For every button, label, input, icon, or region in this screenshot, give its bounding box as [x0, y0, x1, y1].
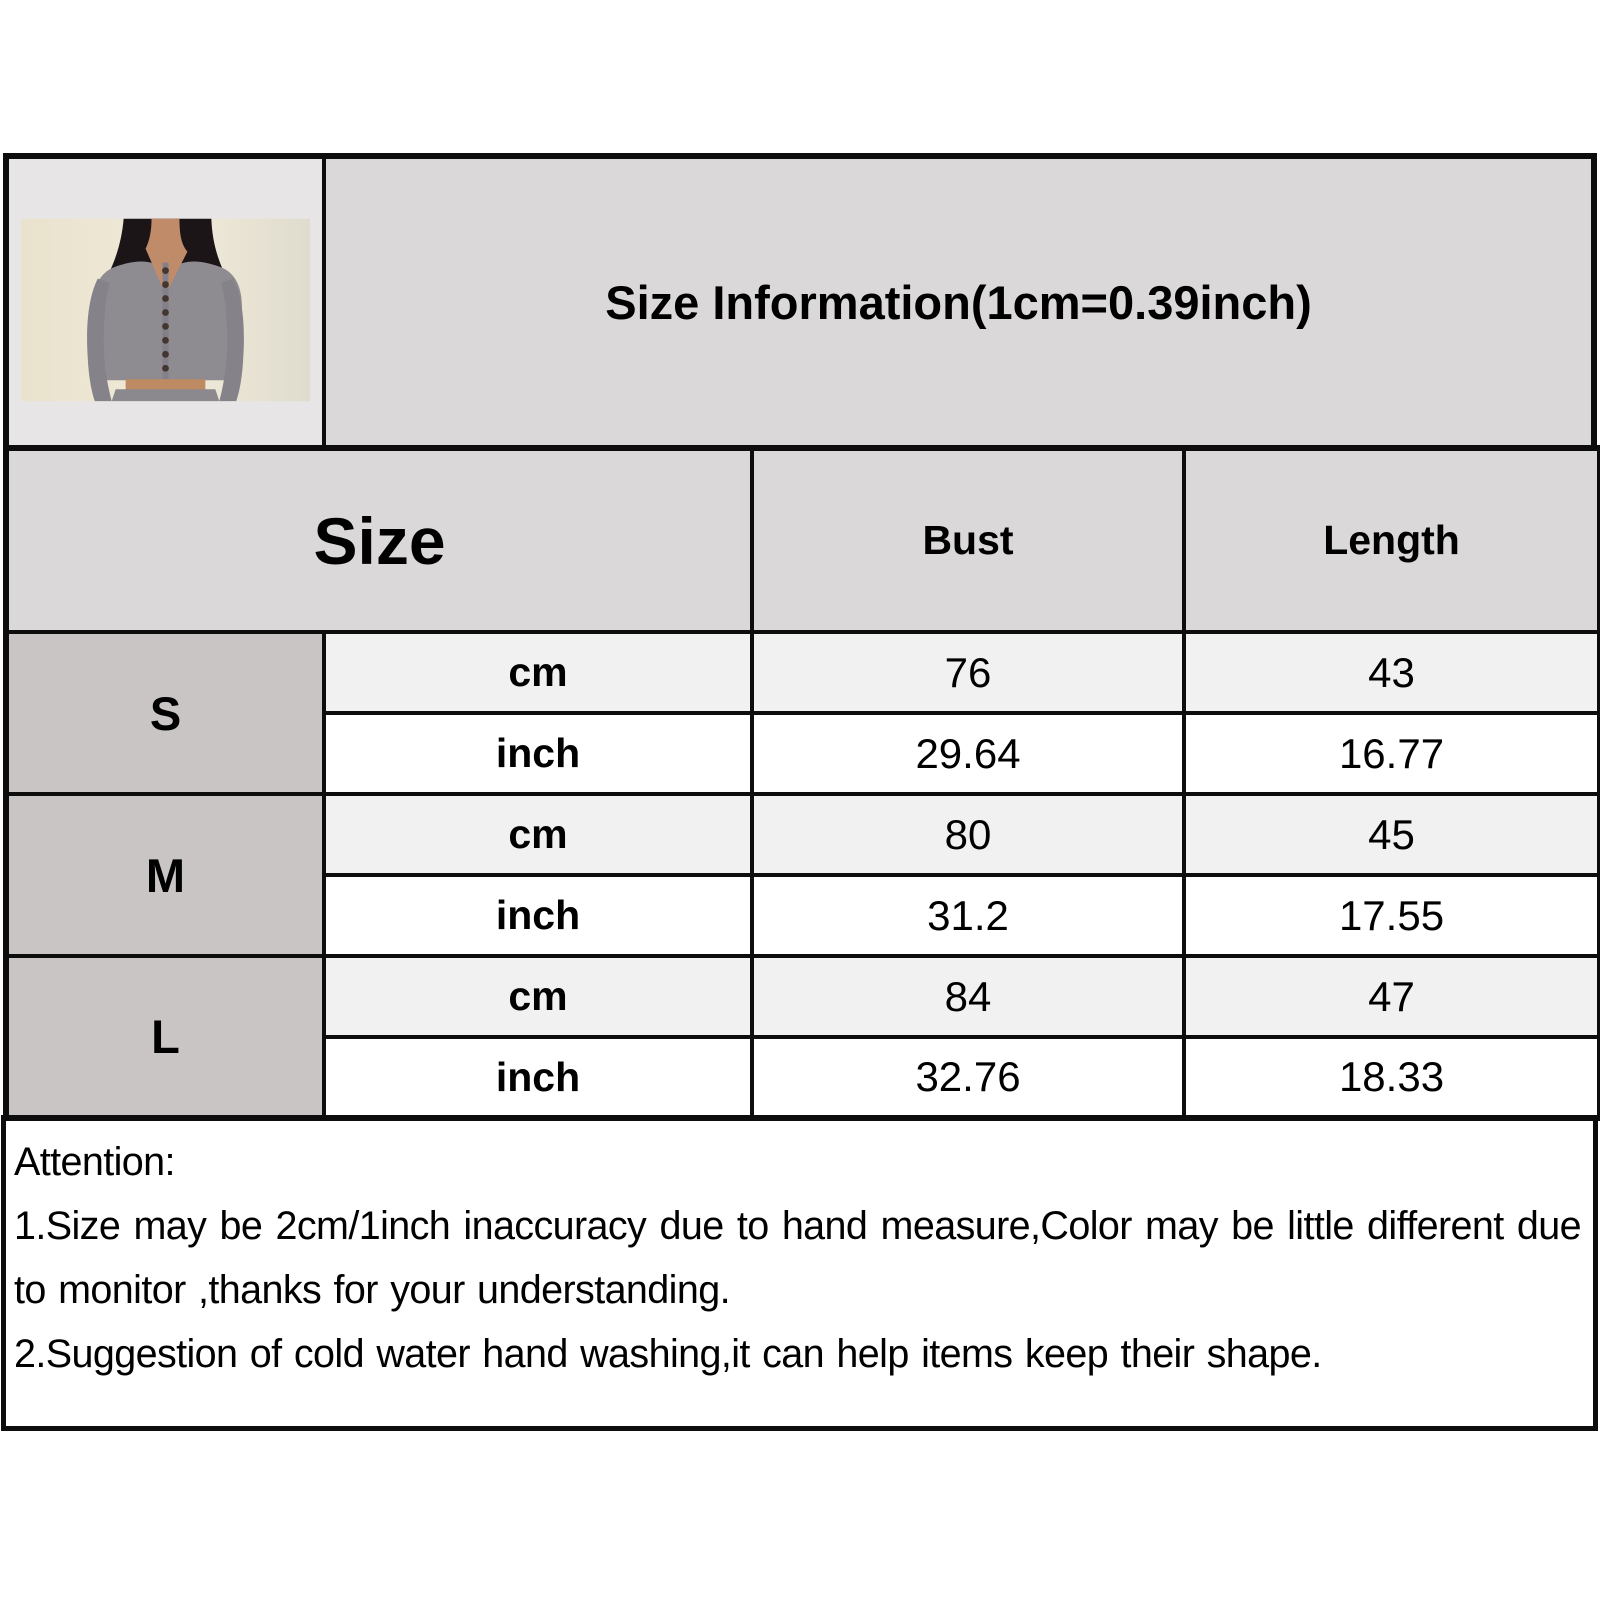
size-table [3, 445, 1600, 1121]
unit-label-inch: inch [324, 875, 752, 956]
l-bust-cm: 84 [752, 956, 1184, 1037]
page-title: Size Information(1cm=0.39inch) [605, 275, 1312, 329]
l-bust-inch: 32.76 [752, 1037, 1184, 1118]
m-length-cm: 45 [1184, 794, 1600, 875]
m-bust-cm: 80 [752, 794, 1184, 875]
l-length-inch: 18.33 [1184, 1037, 1600, 1118]
s-bust-cm: 76 [752, 632, 1184, 713]
size-label-s: S [6, 632, 324, 794]
title-cell [326, 159, 1591, 445]
size-label-l: L [6, 956, 324, 1118]
s-bust-inch: 29.64 [752, 713, 1184, 794]
m-length-inch: 17.55 [1184, 875, 1600, 956]
product-photo-cell [9, 159, 326, 445]
table-header-row [6, 448, 1600, 632]
unit-label-inch: inch [324, 713, 752, 794]
bust-column-header: Bust [752, 448, 1184, 632]
attention-box [1, 1115, 1598, 1431]
product-photo [9, 159, 322, 445]
m-bust-inch: 31.2 [752, 875, 1184, 956]
l-length-cm: 47 [1184, 956, 1600, 1037]
row-l-cm [6, 956, 1600, 1037]
unit-label-cm: cm [324, 632, 752, 713]
attention-heading: Attention: [14, 1140, 175, 1184]
unit-label-inch: inch [324, 1037, 752, 1118]
unit-label-cm: cm [324, 794, 752, 875]
size-column-header: Size [6, 448, 752, 632]
row-m-cm [6, 794, 1600, 875]
s-length-inch: 16.77 [1184, 713, 1600, 794]
length-column-header: Length [1184, 448, 1600, 632]
top-banner [3, 153, 1597, 451]
row-s-cm [6, 632, 1600, 713]
attention-note-1: 1.Size may be 2cm/1inch inaccuracy due to hand measure,Color may be little different due to monitor ,thanks for your understanding. [14, 1203, 1581, 1312]
attention-note-2: 2.Suggestion of cold water hand washing,it can help items keep their shape. [14, 1331, 1322, 1376]
unit-label-cm: cm [324, 956, 752, 1037]
s-length-cm: 43 [1184, 632, 1600, 713]
size-label-m: M [6, 794, 324, 956]
